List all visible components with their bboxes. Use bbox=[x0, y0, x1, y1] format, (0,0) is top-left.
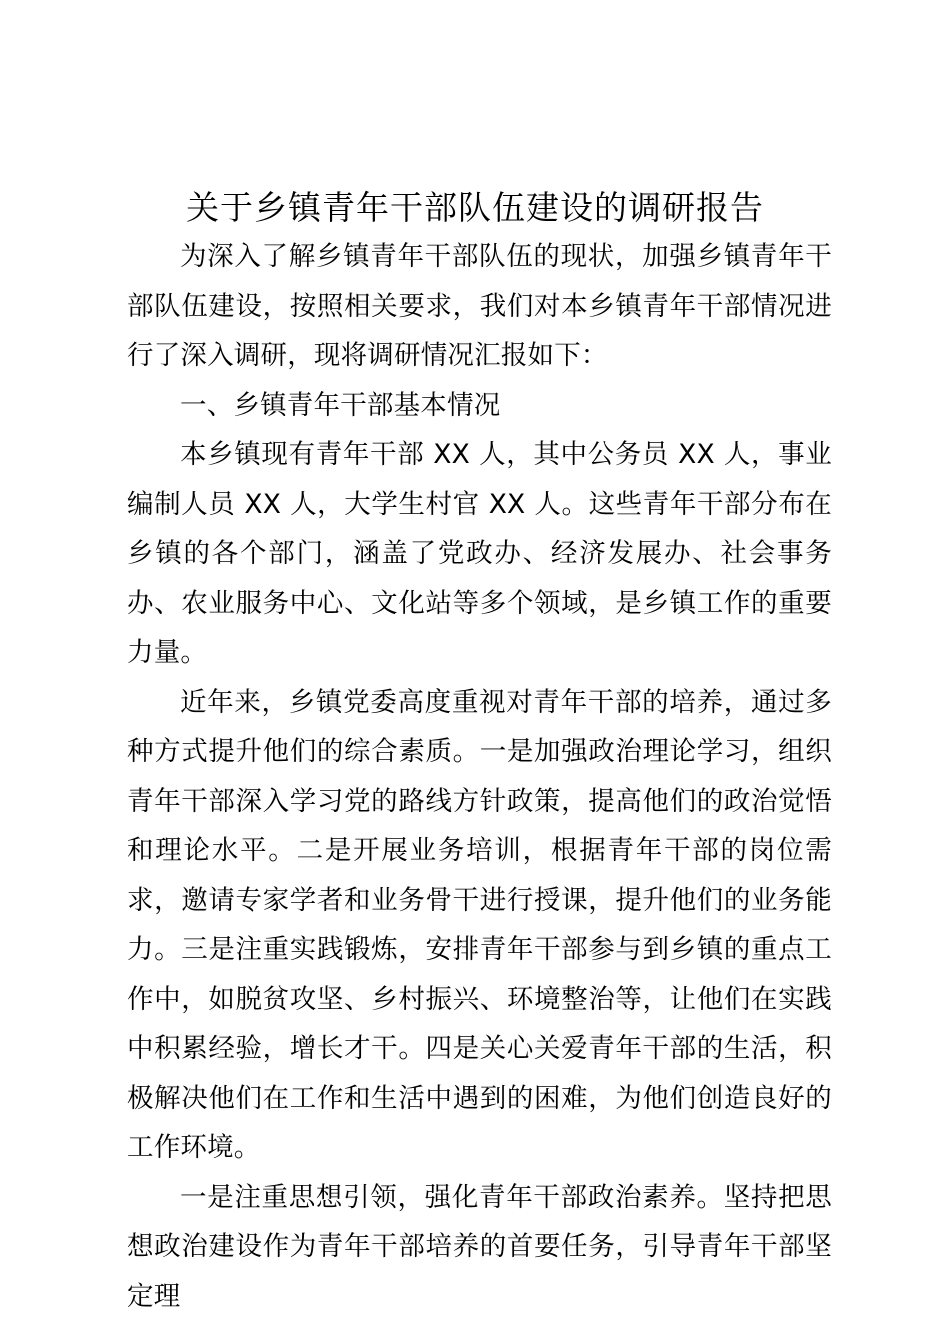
section-heading: 一、乡镇青年干部基本情况 bbox=[180, 389, 501, 421]
intro-paragraph: 为深入了解乡镇青年干部队伍的现状，加强乡镇青年干部队伍建设，按照相关要求，我们对本乡镇青年干部情况进行了深入调研，现将调研情况汇报如下： bbox=[127, 241, 832, 371]
body-paragraph: 一是注重思想引领，强化青年干部政治素养。坚持把思想政治建设作为青年干部培养的首要任务，引导青年干部坚定理 bbox=[127, 1181, 832, 1312]
document-title: 关于乡镇青年干部队伍建设的调研报告 bbox=[186, 188, 764, 227]
body-paragraph: 本乡镇现有青年干部 XX 人，其中公务员 XX 人，事业编制人员 XX 人，大学生村官 XX 人。这些青年干部分布在乡镇的各个部门，涵盖了党政办、经济发展办、社会事务办、农业服务中心、文化站等多个领域，是乡镇工作的重要力量。 bbox=[127, 439, 832, 668]
document-body bbox=[127, 232, 832, 1321]
body-paragraph: 近年来，乡镇党委高度重视对青年干部的培养，通过多种方式提升他们的综合素质。一是加强政治理论学习，组织青年干部深入学习党的路线方针政策，提高他们的政治觉悟和理论水平。二是开展业务培训，根据青年干部的岗位需求，邀请专家学者和业务骨干进行授课，提升他们的业务能力。三是注重实践锻炼，安排青年干部参与到乡镇的重点工作中，如脱贫攻坚、乡村振兴、环境整治等，让他们在实践中积累经验，增长才干。四是关心关爱青年干部的生活，积极解决他们在工作和生活中遇到的困难，为他们创造良好的工作环境。 bbox=[127, 686, 832, 1163]
